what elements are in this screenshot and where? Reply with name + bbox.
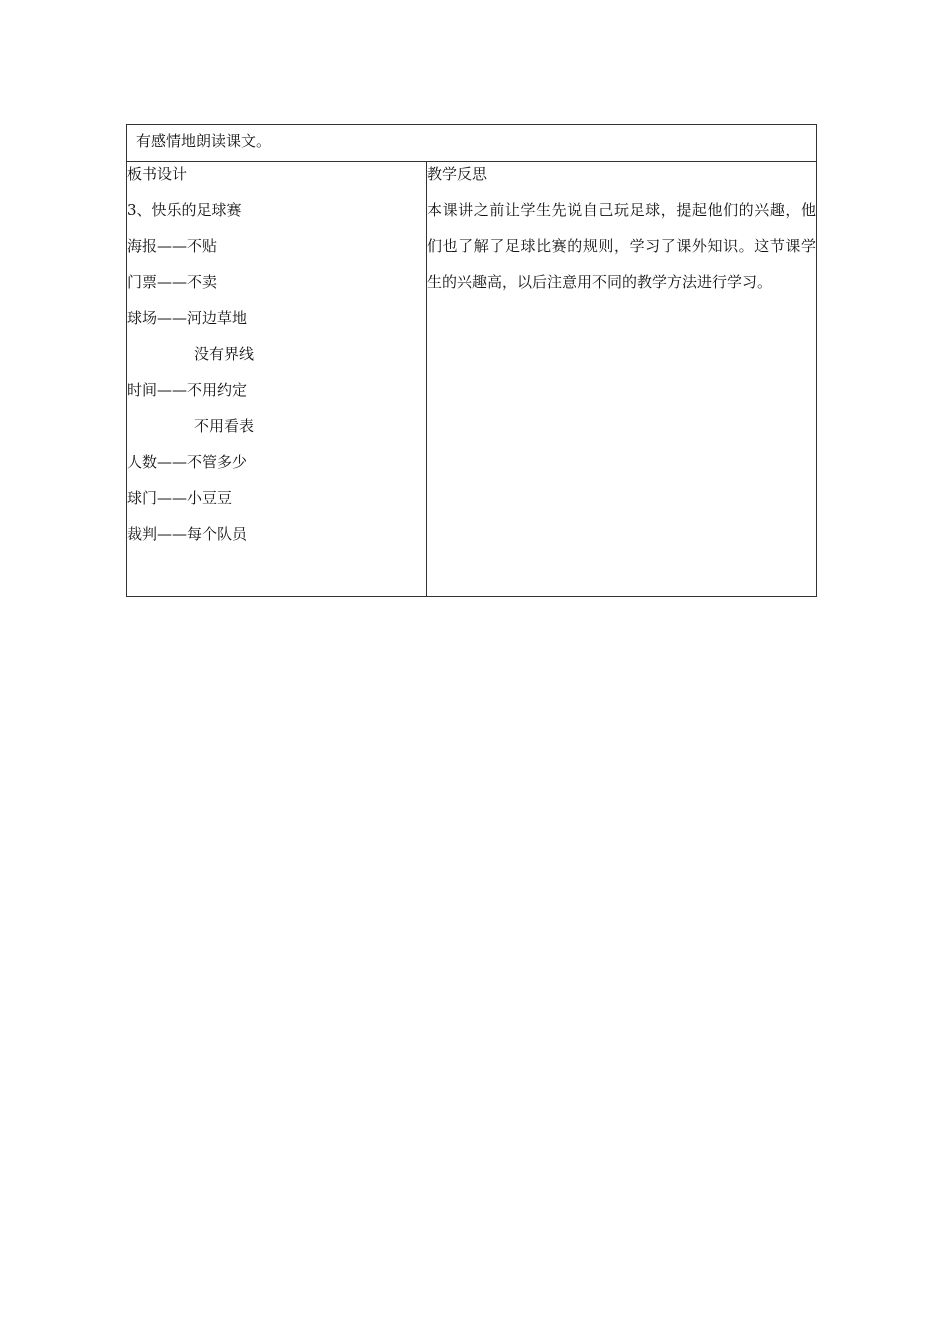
reflection-paragraph: 本课讲之前让学生先说自己玩足球，提起他们的兴趣，他们也了解了足球比赛的规则，学习了课外知识。这节课学生的兴趣高，以后注意用不同的教学方法进行学习。: [427, 201, 816, 291]
table-cell: [127, 125, 817, 162]
reflection-heading: 教学反思: [427, 165, 488, 183]
board-line: 没有界线: [194, 345, 255, 363]
lesson-table: [126, 124, 817, 597]
board-line: 裁判——每个队员: [127, 525, 248, 543]
top-row-text: 有感情地朗读课文。: [136, 132, 272, 150]
board-line: 时间——不用约定: [127, 381, 248, 399]
board-line: 海报——不贴: [127, 237, 218, 255]
reflection-cell: [427, 162, 817, 597]
board-line: 人数——不管多少: [127, 453, 248, 471]
board-line: 门票——不卖: [127, 273, 218, 291]
board-line: 球场——河边草地: [127, 309, 248, 327]
board-design-cell: [127, 162, 427, 597]
board-line-title: 3、快乐的足球赛: [127, 201, 242, 219]
board-line: 球门——小豆豆: [127, 489, 233, 507]
board-line: 不用看表: [194, 417, 255, 435]
board-design-heading: 板书设计: [127, 165, 188, 183]
table-row: [127, 162, 817, 597]
table-row: [127, 125, 817, 162]
